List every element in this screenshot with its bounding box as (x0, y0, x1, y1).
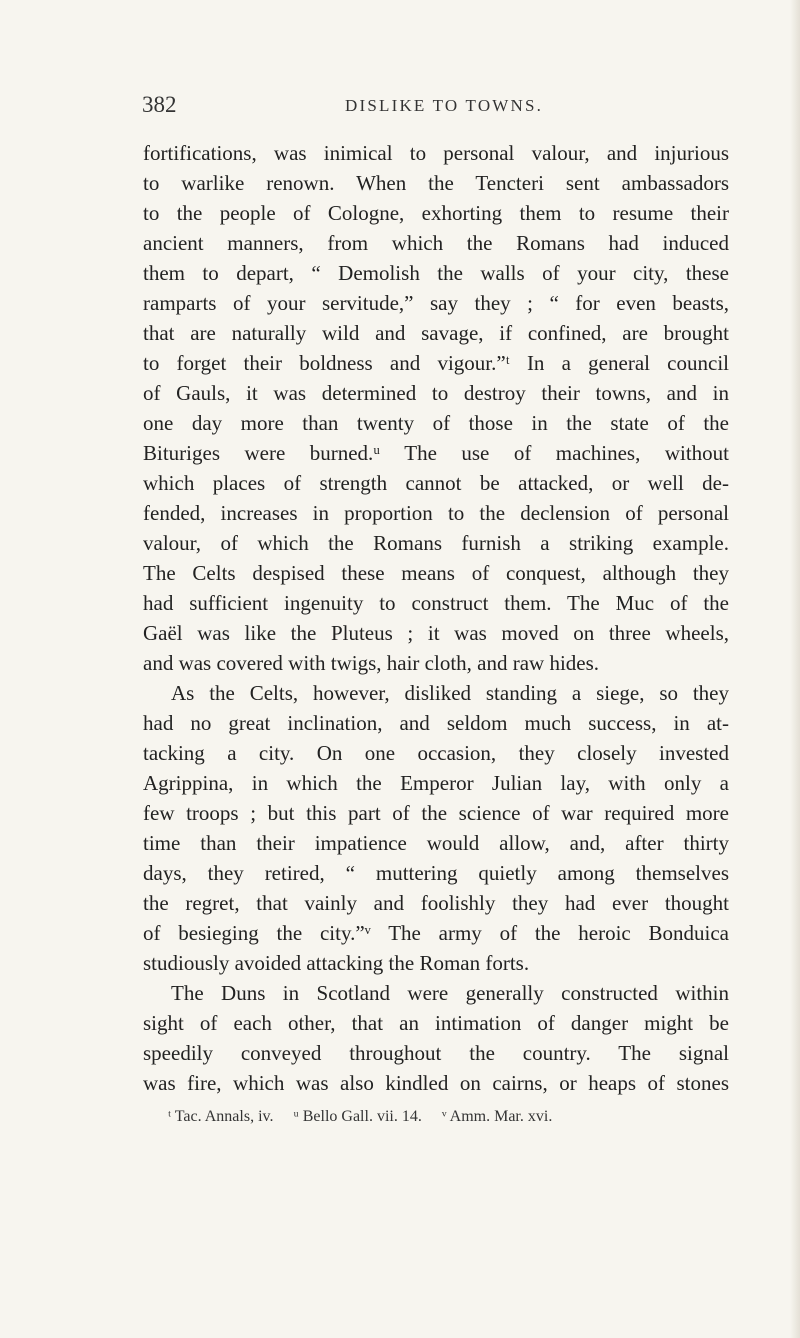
text-line: speedily conveyed throughout the country. The signal (143, 1041, 729, 1065)
text-line: to forget their boldness and vigour.”ᵗ In a general council (143, 351, 729, 375)
text-line: them to depart, “ Demolish the walls of your city, these (143, 261, 729, 285)
text-line: time than their impatience would allow, and, after thirty (143, 831, 729, 855)
footnotes (168, 1108, 728, 1126)
text-line: The Celts despised these means of conquest, although they (143, 561, 729, 585)
text-line: valour, of which the Romans furnish a striking example. (143, 531, 729, 555)
text-line: of Gauls, it was determined to destroy their towns, and in (143, 381, 729, 405)
text-line: was fire, which was also kindled on cairns, or heaps of stones (143, 1071, 729, 1095)
text-line: ancient manners, from which the Romans had induced (143, 231, 729, 255)
running-title: DISLIKE TO TOWNS. (345, 96, 544, 115)
footnote: ᵘ Bello Gall. vii. 14. (293, 1108, 422, 1125)
text-line: and was covered with twigs, hair cloth, and raw hides. (143, 651, 600, 675)
text-line: As the Celts, however, disliked standing a siege, so they (171, 681, 729, 705)
text-line: ramparts of your servitude,” say they ; “ for even beasts, (143, 291, 729, 315)
text-line: had sufficient ingenuity to construct them. The Muc of the (143, 591, 729, 615)
text-line: The Duns in Scotland were generally constructed within (171, 981, 729, 1005)
text-line: tacking a city. On one occasion, they closely invested (143, 741, 729, 765)
footnote: ᵛ Amm. Mar. xvi. (441, 1108, 553, 1125)
text-line: Bituriges were burned.ᵘ The use of machines, without (143, 441, 729, 465)
text-line: to the people of Cologne, exhorting them to resume their (143, 201, 729, 225)
text-line: to warlike renown. When the Tencteri sent ambassadors (143, 171, 729, 195)
text-line: fortifications, was inimical to personal valour, and injurious (143, 141, 729, 165)
page-number: 382 (142, 92, 177, 117)
text-line: the regret, that vainly and foolishly they had ever thought (143, 891, 729, 915)
text-line: Gaël was like the Pluteus ; it was moved on three wheels, (143, 621, 729, 645)
text-line: studiously avoided attacking the Roman forts. (143, 951, 530, 975)
footnote: ᵗ Tac. Annals, iv. (168, 1108, 274, 1125)
text-line: fended, increases in proportion to the declension of personal (143, 501, 729, 525)
text-line: days, they retired, “ muttering quietly among themselves (143, 861, 729, 885)
page-edge-shadow (790, 0, 800, 1338)
text-line: one day more than twenty of those in the state of the (143, 411, 729, 435)
text-line: Agrippina, in which the Emperor Julian lay, with only a (143, 771, 729, 795)
text-line: that are naturally wild and savage, if confined, are brought (143, 321, 729, 345)
text-line: sight of each other, that an intimation of danger might be (143, 1011, 729, 1035)
text-line: few troops ; but this part of the science of war required more (143, 801, 729, 825)
text-line: of besieging the city.”ᵛ The army of the heroic Bonduica (143, 921, 729, 945)
text-line: which places of strength cannot be attacked, or well de- (143, 471, 729, 495)
text-line: had no great inclination, and seldom much success, in at- (143, 711, 729, 735)
